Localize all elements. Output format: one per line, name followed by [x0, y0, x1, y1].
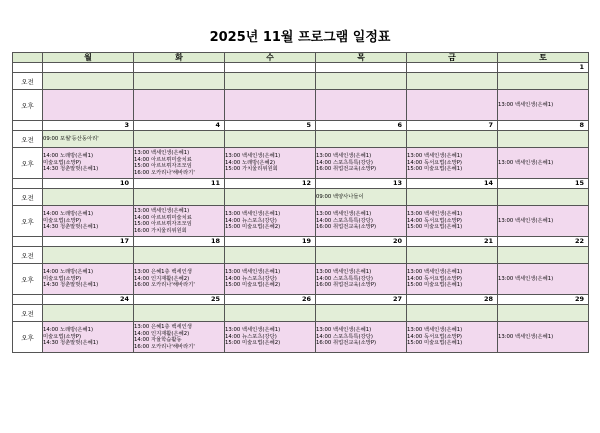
pm-event-line: 13:00 백세인생(은혜1)	[225, 327, 281, 334]
date-number: 21	[407, 237, 498, 247]
am-row	[13, 131, 589, 148]
pm-event-line: 13:00 은혜1층 백세인생	[134, 269, 192, 276]
pm-event-line: 미술요법(소망P)	[43, 333, 82, 340]
date-number: 28	[407, 295, 498, 305]
am-event	[498, 73, 589, 90]
date-number: 10	[43, 179, 134, 189]
am-row	[13, 305, 589, 322]
am-event	[134, 305, 225, 322]
pm-event-line: 14:00 인지재활(은혜2)	[134, 275, 190, 282]
pm-event-line: 14:00 독서요법(소망P)	[407, 275, 462, 282]
pm-event-line: 15:00 미술요법(은혜1)	[407, 166, 463, 173]
date-number: 15	[498, 179, 589, 189]
am-event	[498, 131, 589, 148]
pm-cell	[134, 322, 225, 353]
pm-event-line: 16:00 오카리나'해바라기'	[134, 343, 195, 350]
pm-event-line: 13:00 백세인생(은혜1)	[407, 211, 463, 218]
date-number: 18	[134, 237, 225, 247]
pm-cell	[225, 322, 316, 353]
pm-event-line: 미술요법(소망P)	[43, 275, 82, 282]
date-number	[316, 63, 407, 73]
pm-label: 오후	[13, 322, 43, 353]
pm-event-line: 13:00 백세인생(은혜1)	[407, 269, 463, 276]
pm-event-line: 13:00 백세인생(은혜1)	[316, 153, 372, 160]
pm-event-line: 15:00 미술요법(은혜1)	[407, 224, 463, 231]
am-event	[225, 247, 316, 264]
pm-event-line: 13:00 백세인생(은혜1)	[225, 269, 281, 276]
am-event	[498, 247, 589, 264]
date-row	[13, 63, 589, 73]
date-number: 13	[316, 179, 407, 189]
pm-cell	[407, 206, 498, 237]
am-row	[13, 73, 589, 90]
weekday-header: 목	[316, 53, 407, 63]
pm-cell	[225, 264, 316, 295]
pm-event-line: 14:00 아르브뤼미술치료	[134, 214, 192, 221]
pm-event-line: 14:00 스포츠특특(강당)	[316, 159, 373, 166]
pm-event-line: 16:00 취업전교육(소망P)	[316, 224, 377, 231]
pm-event-line: 16:00 오카리나'해바라기'	[134, 169, 195, 176]
date-number: 7	[407, 121, 498, 131]
date-number: 17	[43, 237, 134, 247]
am-event: 09:00 백양사나들이	[316, 189, 407, 206]
pm-event-line: 미술요법(소망P)	[43, 159, 82, 166]
pm-cell	[498, 206, 589, 237]
pm-event-line: 14:00 독서요법(소망P)	[407, 217, 462, 224]
am-label: 오전	[13, 305, 43, 322]
weekday-header: 화	[134, 53, 225, 63]
pm-cell	[43, 148, 134, 179]
date-row-label	[13, 237, 43, 247]
am-event	[498, 189, 589, 206]
pm-event-line: 13:00 백세인생(은혜1)	[498, 101, 554, 108]
date-number	[134, 63, 225, 73]
weekday-header: 월	[43, 53, 134, 63]
pm-event-line: 14:00 독서요법(소망P)	[407, 159, 462, 166]
pm-event-line: 13:00 백세인생(은혜1)	[407, 327, 463, 334]
pm-row	[13, 264, 589, 295]
pm-event-line: 13:00 백세인생(은혜1)	[407, 153, 463, 160]
pm-cell	[225, 206, 316, 237]
date-row	[13, 179, 589, 189]
pm-cell	[316, 90, 407, 121]
pm-event-line: 15:00 미술요법(은혜2)	[225, 282, 281, 289]
pm-event-line: 14:00 독서요법(소망P)	[407, 333, 462, 340]
am-label: 오전	[13, 189, 43, 206]
pm-event-line: 14:00 스포츠특특(강당)	[316, 333, 373, 340]
am-event	[316, 247, 407, 264]
am-row	[13, 189, 589, 206]
pm-cell	[407, 264, 498, 295]
pm-event-line: 14:00 인지재활(은혜2)	[134, 330, 190, 337]
pm-cell	[43, 264, 134, 295]
am-event	[134, 131, 225, 148]
pm-label: 오후	[13, 90, 43, 121]
pm-row	[13, 148, 589, 179]
pm-event-line: 13:00 백세인생(은혜1)	[316, 269, 372, 276]
am-event	[225, 305, 316, 322]
pm-event-line: 13:00 백세인생(은혜1)	[316, 211, 372, 218]
pm-event-line: 16:00 가치울리위원회	[134, 227, 187, 234]
date-number: 27	[316, 295, 407, 305]
am-label: 오전	[13, 247, 43, 264]
pm-event-line: 14:00 노래방(은혜1)	[43, 269, 94, 276]
pm-event-line: 14:00 스포츠특특(강당)	[316, 275, 373, 282]
date-number: 26	[225, 295, 316, 305]
pm-event-line: 13:00 백세인생(은혜1)	[225, 153, 281, 160]
am-event	[43, 305, 134, 322]
header-corner	[13, 53, 43, 63]
pm-event-line: 14:30 청춘말벗(은혜1)	[43, 224, 99, 231]
date-number: 11	[134, 179, 225, 189]
am-label: 오전	[13, 131, 43, 148]
pm-cell	[316, 148, 407, 179]
pm-event-line: 14:30 청춘말벗(은혜1)	[43, 282, 99, 289]
pm-event-line: 15:00 미술요법(은혜2)	[225, 340, 281, 347]
am-event	[316, 73, 407, 90]
pm-event-line: 16:00 취업전교육(소망P)	[316, 166, 377, 173]
am-event	[407, 73, 498, 90]
date-row-label	[13, 63, 43, 73]
am-event	[225, 73, 316, 90]
pm-cell	[498, 148, 589, 179]
weekday-header-row	[13, 53, 589, 63]
date-row	[13, 121, 589, 131]
pm-row	[13, 322, 589, 353]
am-event	[407, 247, 498, 264]
pm-cell	[225, 148, 316, 179]
pm-cell	[225, 90, 316, 121]
date-number: 14	[407, 179, 498, 189]
pm-event-line: 14:00 뉴스포츠(강당)	[225, 275, 277, 282]
date-number: 6	[316, 121, 407, 131]
am-event	[43, 73, 134, 90]
date-row	[13, 237, 589, 247]
pm-event-line: 16:00 취업전교육(소망P)	[316, 282, 377, 289]
date-number: 19	[225, 237, 316, 247]
schedule-body	[13, 53, 589, 353]
pm-label: 오후	[13, 206, 43, 237]
pm-label: 오후	[13, 148, 43, 179]
date-number: 24	[43, 295, 134, 305]
date-number	[43, 63, 134, 73]
am-event	[316, 305, 407, 322]
date-number: 8	[498, 121, 589, 131]
date-number	[407, 63, 498, 73]
pm-cell	[43, 206, 134, 237]
am-event	[43, 189, 134, 206]
pm-event-line: 15:00 가치울리위원회	[225, 166, 278, 173]
pm-row	[13, 90, 589, 121]
page-title: 2025년 11월 프로그램 일정표	[209, 30, 391, 45]
pm-cell	[134, 90, 225, 121]
pm-event-line: 15:00 미술요법(은혜2)	[225, 224, 281, 231]
am-event	[316, 131, 407, 148]
pm-event-line: 13:00 백세인생(은혜1)	[134, 208, 190, 214]
pm-event-line: 13:00 백세인생(은혜1)	[316, 327, 372, 334]
pm-event-line: 13:00 은혜1층 백세인생	[134, 324, 192, 330]
pm-event-line: 15:00 아르브뤼자조모임	[134, 163, 192, 169]
pm-cell	[134, 148, 225, 179]
am-event	[134, 73, 225, 90]
date-number: 5	[225, 121, 316, 131]
pm-cell	[316, 264, 407, 295]
pm-cell	[498, 264, 589, 295]
am-event	[407, 189, 498, 206]
date-number: 12	[225, 179, 316, 189]
pm-event-line: 15:00 아르브뤼자조모임	[134, 221, 192, 227]
pm-cell	[134, 264, 225, 295]
am-event	[134, 189, 225, 206]
pm-row	[13, 206, 589, 237]
pm-event-line: 14:00 아르브뤼미술치료	[134, 156, 192, 163]
pm-event-line: 14:00 노래방(은혜1)	[43, 211, 94, 218]
am-event	[498, 305, 589, 322]
date-number: 29	[498, 295, 589, 305]
weekday-header: 금	[407, 53, 498, 63]
pm-event-line: 14:00 뉴스포츠(강당)	[225, 333, 277, 340]
pm-event-line: 13:00 백세인생(은혜1)	[134, 150, 190, 156]
pm-event-line: 14:30 청춘말벗(은혜1)	[43, 340, 99, 347]
am-label: 오전	[13, 73, 43, 90]
pm-cell	[498, 90, 589, 121]
am-row	[13, 247, 589, 264]
pm-cell	[316, 322, 407, 353]
pm-event-line: 14:00 뉴스포츠(강당)	[225, 217, 277, 224]
pm-cell	[43, 322, 134, 353]
date-number: 1	[498, 63, 589, 73]
am-event	[225, 131, 316, 148]
pm-event-line: 16:00 취업전교육(소망P)	[316, 340, 377, 347]
date-number: 22	[498, 237, 589, 247]
pm-event-line: 14:30 청춘말벗(은혜1)	[43, 166, 99, 173]
pm-event-line: 13:00 백세인생(은혜1)	[498, 333, 554, 340]
pm-cell	[407, 90, 498, 121]
pm-cell	[316, 206, 407, 237]
pm-event-line: 13:00 백세인생(은혜1)	[498, 275, 554, 282]
pm-cell	[134, 206, 225, 237]
date-number: 4	[134, 121, 225, 131]
pm-cell	[407, 148, 498, 179]
pm-event-line: 14:00 자율학습활동	[134, 337, 182, 343]
pm-event-line: 15:00 미술요법(은혜1)	[407, 282, 463, 289]
am-event	[43, 247, 134, 264]
date-row	[13, 295, 589, 305]
pm-cell	[407, 322, 498, 353]
pm-cell	[43, 90, 134, 121]
pm-event-line: 14:00 노래방(은혜2)	[225, 159, 276, 166]
date-number: 25	[134, 295, 225, 305]
date-number	[225, 63, 316, 73]
pm-label: 오후	[13, 264, 43, 295]
am-event	[407, 131, 498, 148]
pm-event-line: 14:00 노래방(은혜1)	[43, 327, 94, 334]
pm-event-line: 16:00 오카리나'해바라기'	[134, 282, 195, 289]
pm-event-line: 미술요법(소망P)	[43, 217, 82, 224]
date-row-label	[13, 179, 43, 189]
date-number: 3	[43, 121, 134, 131]
date-row-label	[13, 295, 43, 305]
weekday-header: 토	[498, 53, 589, 63]
pm-event-line: 13:00 백세인생(은혜1)	[498, 159, 554, 166]
date-row-label	[13, 121, 43, 131]
am-event: 09:00 포월'등산동아리'	[43, 131, 134, 148]
weekday-header: 수	[225, 53, 316, 63]
pm-event-line: 13:00 백세인생(은혜1)	[225, 211, 281, 218]
am-event	[134, 247, 225, 264]
am-event	[407, 305, 498, 322]
am-event	[225, 189, 316, 206]
pm-event-line: 14:00 스포츠특특(강당)	[316, 217, 373, 224]
pm-event-line: 14:00 노래방(은혜1)	[43, 153, 94, 160]
schedule-table	[12, 52, 589, 353]
date-number: 20	[316, 237, 407, 247]
pm-cell	[498, 322, 589, 353]
pm-event-line: 15:00 미술요법(은혜1)	[407, 340, 463, 347]
pm-event-line: 13:00 백세인생(은혜1)	[498, 217, 554, 224]
